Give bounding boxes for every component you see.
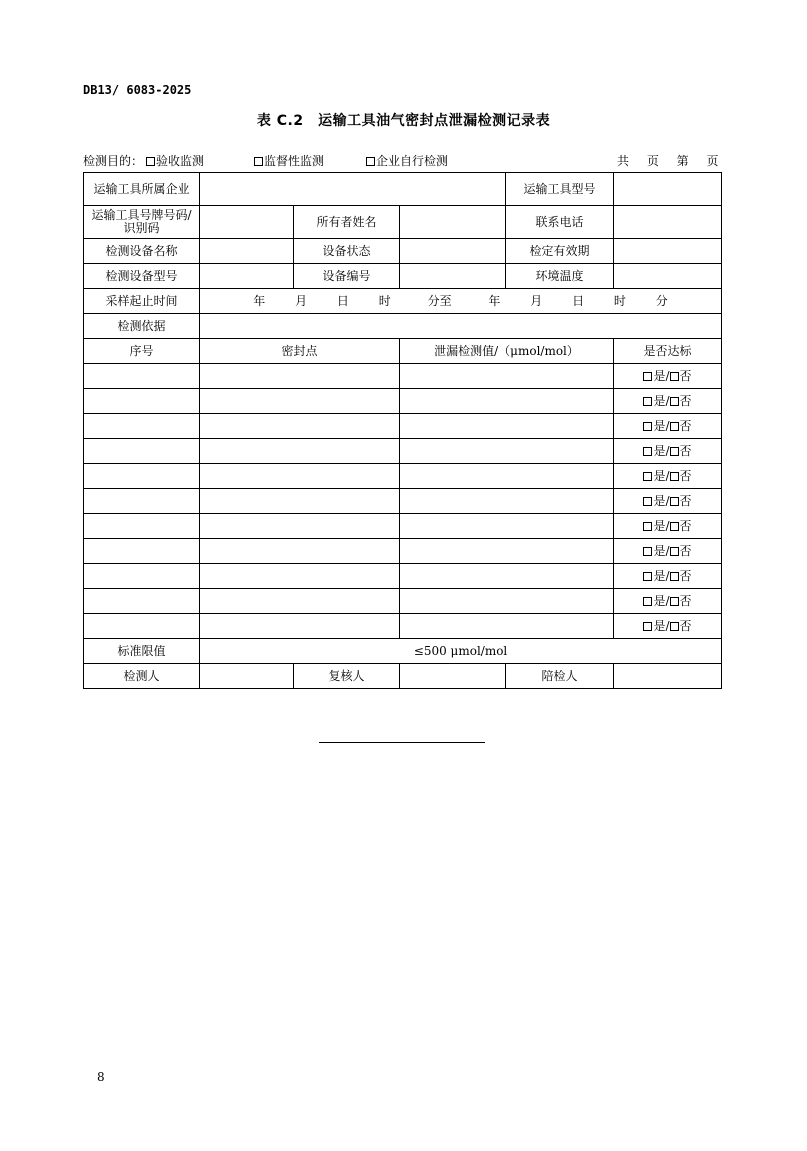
limit-value: ≤500 μmol/mol xyxy=(200,639,722,664)
checkbox-icon[interactable] xyxy=(643,397,652,406)
leak-value-cell[interactable] xyxy=(400,489,614,514)
compliance-cell xyxy=(614,389,722,414)
table-row xyxy=(84,514,722,539)
seal-point-cell[interactable] xyxy=(200,439,400,464)
table-row xyxy=(84,439,722,464)
seq-cell[interactable] xyxy=(84,364,200,389)
compliance-yes: 是 xyxy=(653,468,666,483)
seq-cell[interactable] xyxy=(84,489,200,514)
leak-value-cell[interactable] xyxy=(400,614,614,639)
compliance-no: 否 xyxy=(679,568,692,583)
compliance-yes: 是 xyxy=(653,618,666,633)
seal-point-cell[interactable] xyxy=(200,414,400,439)
detection-purpose xyxy=(83,152,449,169)
compliance-yes: 是 xyxy=(653,518,666,533)
table-row xyxy=(84,464,722,489)
compliance-cell xyxy=(614,464,722,489)
compliance-cell xyxy=(614,439,722,464)
seal-point-cell[interactable] xyxy=(200,539,400,564)
leak-value-cell[interactable] xyxy=(400,414,614,439)
device-status-label: 设备状态 xyxy=(294,239,400,264)
checkbox-icon[interactable] xyxy=(670,522,679,531)
checkbox-icon[interactable] xyxy=(670,397,679,406)
compliance-cell xyxy=(614,414,722,439)
compliance-sep: / xyxy=(665,593,670,608)
checkbox-icon[interactable] xyxy=(670,547,679,556)
checkbox-icon[interactable] xyxy=(670,422,679,431)
seq-cell[interactable] xyxy=(84,614,200,639)
compliance-no: 否 xyxy=(679,593,692,608)
device-no-value[interactable] xyxy=(400,264,506,289)
accompany-label: 陪检人 xyxy=(506,664,614,689)
column-header-leak-value: 泄漏检测值/（μmol/mol） xyxy=(400,339,614,364)
owner-name-value[interactable] xyxy=(400,206,506,239)
checkbox-icon[interactable] xyxy=(146,157,155,166)
compliance-no: 否 xyxy=(679,493,692,508)
compliance-yes: 是 xyxy=(653,593,666,608)
seq-cell[interactable] xyxy=(84,439,200,464)
checkbox-icon[interactable] xyxy=(643,572,652,581)
reviewer-value[interactable] xyxy=(400,664,506,689)
leak-value-cell[interactable] xyxy=(400,589,614,614)
checkbox-icon[interactable] xyxy=(643,422,652,431)
compliance-no: 否 xyxy=(679,468,692,483)
calibration-label: 检定有效期 xyxy=(506,239,614,264)
table-row xyxy=(84,414,722,439)
compliance-cell xyxy=(614,364,722,389)
compliance-no: 否 xyxy=(679,368,692,383)
compliance-cell xyxy=(614,539,722,564)
checkbox-icon[interactable] xyxy=(366,157,375,166)
seq-cell[interactable] xyxy=(84,589,200,614)
compliance-cell xyxy=(614,614,722,639)
seal-point-cell[interactable] xyxy=(200,614,400,639)
table-row xyxy=(84,614,722,639)
purpose-option-acceptance[interactable]: 验收监测 xyxy=(146,152,204,169)
page-number: 8 xyxy=(97,1070,105,1084)
compliance-no: 否 xyxy=(679,443,692,458)
device-name-label: 检测设备名称 xyxy=(84,239,200,264)
compliance-yes: 是 xyxy=(653,368,666,383)
compliance-yes: 是 xyxy=(653,418,666,433)
inspector-label: 检测人 xyxy=(84,664,200,689)
compliance-sep: / xyxy=(665,368,670,383)
device-status-value[interactable] xyxy=(400,239,506,264)
purpose-option-self[interactable]: 企业自行检测 xyxy=(366,152,448,169)
checkbox-icon[interactable] xyxy=(643,497,652,506)
seal-point-cell[interactable] xyxy=(200,464,400,489)
env-temp-label: 环境温度 xyxy=(506,264,614,289)
seq-cell[interactable] xyxy=(84,514,200,539)
plate-value[interactable] xyxy=(200,206,294,239)
owner-name-label: 所有者姓名 xyxy=(294,206,400,239)
checkbox-icon[interactable] xyxy=(670,572,679,581)
table-row xyxy=(84,489,722,514)
env-temp-value[interactable] xyxy=(614,264,722,289)
owner-value[interactable] xyxy=(200,173,506,206)
end-line xyxy=(319,742,485,743)
compliance-yes: 是 xyxy=(653,493,666,508)
compliance-cell xyxy=(614,589,722,614)
compliance-sep: / xyxy=(665,518,670,533)
checkbox-icon[interactable] xyxy=(670,372,679,381)
compliance-no: 否 xyxy=(679,393,692,408)
table-row xyxy=(84,564,722,589)
purpose-label: 检测目的： xyxy=(83,154,144,168)
checkbox-icon[interactable] xyxy=(643,622,652,631)
seq-cell[interactable] xyxy=(84,539,200,564)
seq-cell[interactable] xyxy=(84,464,200,489)
basis-value[interactable] xyxy=(200,314,722,339)
leak-value-cell[interactable] xyxy=(400,464,614,489)
device-name-value[interactable] xyxy=(200,239,294,264)
leak-value-cell[interactable] xyxy=(400,439,614,464)
compliance-no: 否 xyxy=(679,418,692,433)
leak-value-cell[interactable] xyxy=(400,514,614,539)
owner-label: 运输工具所属企业 xyxy=(84,173,200,206)
compliance-sep: / xyxy=(665,543,670,558)
table-row xyxy=(84,364,722,389)
accompany-value[interactable] xyxy=(614,664,722,689)
checkbox-icon[interactable] xyxy=(643,372,652,381)
device-no-label: 设备编号 xyxy=(294,264,400,289)
table-row xyxy=(84,539,722,564)
phone-label: 联系电话 xyxy=(506,206,614,239)
compliance-cell xyxy=(614,564,722,589)
leak-value-cell[interactable] xyxy=(400,389,614,414)
seal-point-cell[interactable] xyxy=(200,364,400,389)
compliance-sep: / xyxy=(665,443,670,458)
compliance-sep: / xyxy=(665,568,670,583)
compliance-sep: / xyxy=(665,493,670,508)
compliance-no: 否 xyxy=(679,618,692,633)
seal-point-cell[interactable] xyxy=(200,389,400,414)
compliance-yes: 是 xyxy=(653,393,666,408)
page-count: 共 页 第 页 xyxy=(617,154,719,168)
seq-cell[interactable] xyxy=(84,389,200,414)
phone-value[interactable] xyxy=(614,206,722,239)
compliance-yes: 是 xyxy=(653,543,666,558)
seal-point-cell[interactable] xyxy=(200,514,400,539)
column-header-compliance: 是否达标 xyxy=(614,339,722,364)
table-row xyxy=(84,389,722,414)
record-table xyxy=(83,172,722,689)
compliance-sep: / xyxy=(665,468,670,483)
sampling-time-label: 采样起止时间 xyxy=(84,289,200,314)
column-header-seal-point: 密封点 xyxy=(200,339,400,364)
column-header-seq: 序号 xyxy=(84,339,200,364)
leak-value-cell[interactable] xyxy=(400,539,614,564)
checkbox-icon[interactable] xyxy=(670,447,679,456)
checkbox-icon[interactable] xyxy=(254,157,263,166)
model-value[interactable] xyxy=(614,173,722,206)
compliance-cell xyxy=(614,514,722,539)
checkbox-icon[interactable] xyxy=(670,597,679,606)
compliance-yes: 是 xyxy=(653,443,666,458)
compliance-yes: 是 xyxy=(653,568,666,583)
seq-cell[interactable] xyxy=(84,414,200,439)
checkbox-icon[interactable] xyxy=(670,472,679,481)
sampling-time-value[interactable]: 年 月 日 时 分至 年 月 日 时 分 xyxy=(200,289,722,314)
seq-cell[interactable] xyxy=(84,564,200,589)
checkbox-icon[interactable] xyxy=(643,547,652,556)
compliance-sep: / xyxy=(665,393,670,408)
document-code: DB13/ 6083-2025 xyxy=(83,83,192,97)
compliance-no: 否 xyxy=(679,518,692,533)
checkbox-icon[interactable] xyxy=(670,622,679,631)
compliance-cell xyxy=(614,489,722,514)
checkbox-icon[interactable] xyxy=(643,472,652,481)
compliance-sep: / xyxy=(665,418,670,433)
seal-point-cell[interactable] xyxy=(200,489,400,514)
checkbox-icon[interactable] xyxy=(643,522,652,531)
leak-value-cell[interactable] xyxy=(400,364,614,389)
leak-value-cell[interactable] xyxy=(400,564,614,589)
table-title: 表 C.2 运输工具油气密封点泄漏检测记录表 xyxy=(256,113,551,129)
compliance-no: 否 xyxy=(679,543,692,558)
seal-point-cell[interactable] xyxy=(200,589,400,614)
basis-label: 检测依据 xyxy=(84,314,200,339)
reviewer-label: 复核人 xyxy=(294,664,400,689)
calibration-value[interactable] xyxy=(614,239,722,264)
inspector-value[interactable] xyxy=(200,664,294,689)
checkbox-icon[interactable] xyxy=(643,597,652,606)
compliance-sep: / xyxy=(665,618,670,633)
seal-point-cell[interactable] xyxy=(200,564,400,589)
device-model-value[interactable] xyxy=(200,264,294,289)
table-row xyxy=(84,589,722,614)
column-header-row xyxy=(84,339,722,364)
model-label: 运输工具型号 xyxy=(506,173,614,206)
device-model-label: 检测设备型号 xyxy=(84,264,200,289)
limit-label: 标准限值 xyxy=(84,639,200,664)
checkbox-icon[interactable] xyxy=(670,497,679,506)
purpose-option-supervisory[interactable]: 监督性监测 xyxy=(254,152,324,169)
plate-label: 运输工具号牌号码/识别码 xyxy=(84,206,200,239)
checkbox-icon[interactable] xyxy=(643,447,652,456)
